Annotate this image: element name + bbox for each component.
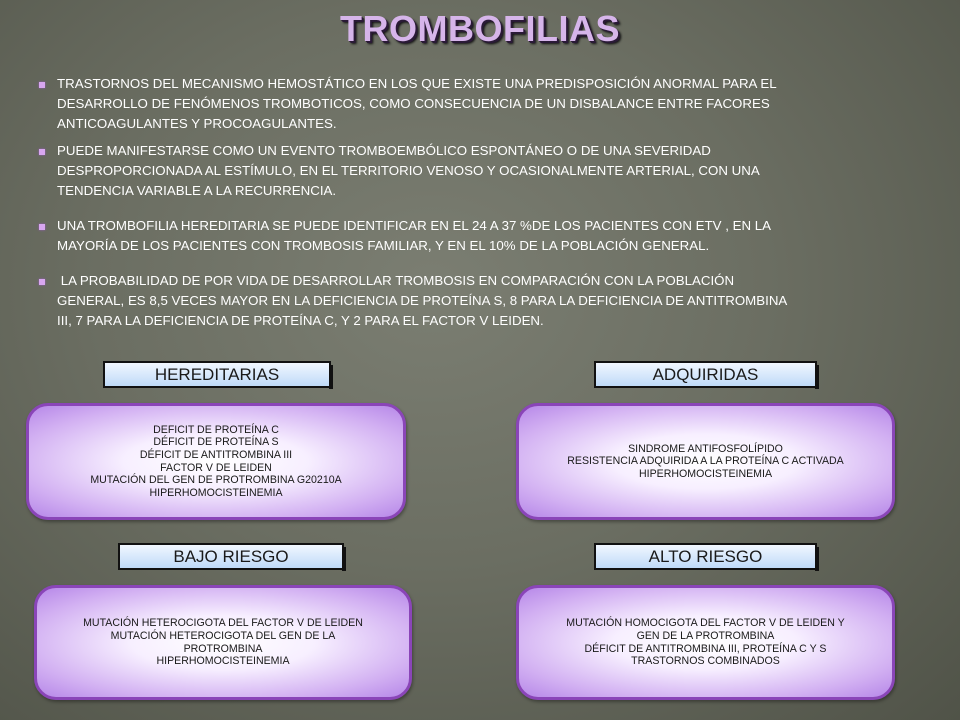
list-item: SINDROME ANTIFOSFOLÍPIDO <box>628 442 783 455</box>
list-item: MUTACIÓN HETEROCIGOTA DEL GEN DE LA <box>110 629 336 642</box>
bajo-riesgo-header: BAJO RIESGO <box>118 543 344 570</box>
bullet-item <box>36 216 942 256</box>
bullet-line: III, 7 PARA LA DEFICIENCIA DE PROTEÍNA C, Y 2 PARA EL FACTOR V LEIDEN. <box>57 313 544 328</box>
bullet-line: DESPROPORCIONADA AL ESTÍMULO, EN EL TERRITORIO VENOSO Y OCASIONALMENTE ARTERIAL, CON UNA <box>57 163 760 178</box>
alto-riesgo-box <box>516 585 895 700</box>
square-bullet-icon <box>39 149 45 155</box>
list-item: HIPERHOMOCISTEINEMIA <box>156 655 290 668</box>
square-bullet-icon <box>39 82 45 88</box>
alto-riesgo-header: ALTO RIESGO <box>594 543 817 570</box>
bullet-list <box>36 74 942 331</box>
list-item: PROTROMBINA <box>183 642 263 655</box>
list-item: HIPERHOMOCISTEINEMIA <box>149 486 283 499</box>
bullet-line: GENERAL, ES 8,5 VECES MAYOR EN LA DEFICIENCIA DE PROTEÍNA S, 8 PARA LA DEFICIENCIA DE ANTITROMBINA <box>57 293 788 308</box>
list-item: DÉFICIT DE ANTITROMBINA III, PROTEÍNA C Y S <box>584 642 827 655</box>
bullet-line: UNA TROMBOFILIA HEREDITARIA SE PUEDE IDENTIFICAR EN EL 24 A 37 %DE LOS PACIENTES CON ETV , EN LA <box>57 218 772 233</box>
adquiridas-box <box>516 403 895 520</box>
list-item: HIPERHOMOCISTEINEMIA <box>638 467 773 480</box>
list-item: DÉFICIT DE PROTEÍNA S <box>153 436 279 449</box>
adquiridas-header: ADQUIRIDAS <box>594 361 817 388</box>
square-bullet-icon <box>39 224 45 230</box>
bullet-line: MAYORÍA DE LOS PACIENTES CON TROMBOSIS FAMILIAR, Y EN EL 10% DE LA POBLACIÓN GENERAL. <box>57 238 710 253</box>
list-item: DEFICIT DE PROTEÍNA C <box>153 423 279 436</box>
bullet-item <box>36 74 942 134</box>
slide-title: TROMBOFILIAS <box>340 8 620 49</box>
square-bullet-icon <box>39 279 45 285</box>
list-item: RESISTENCIA ADQUIRIDA A LA PROTEÍNA C ACTIVADA <box>567 455 844 468</box>
hereditarias-box <box>26 403 406 520</box>
bullet-item <box>36 141 942 201</box>
list-item: MUTACIÓN DEL GEN DE PROTROMBINA G20210A <box>90 474 342 487</box>
bullet-line: PUEDE MANIFESTARSE COMO UN EVENTO TROMBOEMBÓLICO ESPONTÁNEO O DE UNA SEVERIDAD <box>57 143 711 158</box>
list-item: GEN DE LA PROTROMBINA <box>636 629 775 642</box>
list-item: FACTOR V DE LEIDEN <box>160 461 272 474</box>
bullet-line: DESARROLLO DE FENÓMENOS TROMBOTICOS, COMO CONSECUENCIA DE UN DISBALANCE ENTRE FACORES <box>57 96 770 111</box>
list-item: DÉFICIT DE ANTITROMBINA III <box>139 448 293 461</box>
bullet-line: TRASTORNOS DEL MECANISMO HEMOSTÁTICO EN LOS QUE EXISTE UNA PREDISPOSICIÓN ANORMAL PARA EL <box>57 76 777 91</box>
hereditarias-header: HEREDITARIAS <box>103 361 331 388</box>
bullet-line: ANTICOAGULANTES Y PROCOAGULANTES. <box>57 116 337 131</box>
list-item: MUTACIÓN HETEROCIGOTA DEL FACTOR V DE LEIDEN <box>83 617 363 630</box>
bullet-line: TENDENCIA VARIABLE A LA RECURRENCIA. <box>57 183 337 198</box>
bullet-line: LA PROBABILIDAD DE POR VIDA DE DESARROLLAR TROMBOSIS EN COMPARACIÓN CON LA POBLACIÓN <box>57 273 735 288</box>
bajo-riesgo-box <box>34 585 412 700</box>
bullet-item <box>36 271 942 331</box>
list-item: TRASTORNOS COMBINADOS <box>631 655 780 668</box>
list-item: MUTACIÓN HOMOCIGOTA DEL FACTOR V DE LEIDEN Y <box>566 617 845 630</box>
